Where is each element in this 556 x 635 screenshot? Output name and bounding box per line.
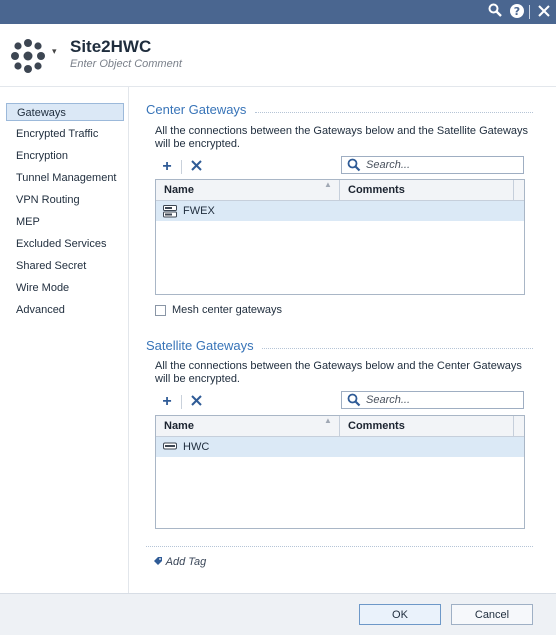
community-star-icon[interactable] (10, 38, 46, 74)
sidebar-item-wire-mode[interactable]: Wire Mode (16, 282, 70, 294)
close-icon[interactable] (535, 3, 553, 21)
sidebar-item-shared-secret[interactable]: Shared Secret (16, 260, 87, 272)
center-gateways-table (155, 179, 525, 295)
row-name-cell: HWC (183, 441, 210, 453)
section-divider (255, 112, 533, 113)
gateway-icon (163, 441, 177, 454)
search-icon (347, 158, 361, 175)
table-header (156, 180, 524, 201)
satellite-search-box[interactable] (341, 391, 524, 409)
satellite-search-input[interactable] (366, 392, 516, 408)
center-search-input[interactable] (366, 157, 516, 173)
gateway-cluster-icon (163, 205, 177, 221)
icon-menu-caret-icon[interactable]: ▾ (52, 46, 57, 56)
ok-button[interactable]: OK (359, 604, 441, 625)
column-header-comments[interactable]: Comments (340, 180, 514, 200)
svg-text:?: ? (513, 5, 521, 18)
object-header (0, 24, 556, 87)
dialog-footer (0, 593, 556, 635)
table-row[interactable] (156, 201, 524, 221)
search-icon[interactable] (486, 3, 504, 21)
tag-icon (153, 556, 166, 568)
sidebar-item-encrypted-traffic[interactable]: Encrypted Traffic (16, 128, 99, 140)
title-bar (0, 0, 556, 24)
center-gateways-description: All the connections between the Gateways below and the Satellite Gateways will be encrypted. (155, 125, 529, 150)
sidebar (0, 87, 129, 593)
center-gateways-title: Center Gateways (146, 102, 247, 117)
remove-center-gateway-button[interactable] (189, 160, 203, 174)
add-tag-link[interactable] (153, 556, 206, 568)
sidebar-item-vpn-routing[interactable]: VPN Routing (16, 194, 80, 206)
help-icon[interactable] (508, 3, 526, 21)
row-name-cell: FWEX (183, 205, 215, 217)
add-satellite-gateway-button[interactable]: + (162, 393, 172, 410)
satellite-gateways-description: All the connections between the Gateways below and the Center Gateways will be encrypted. (155, 360, 522, 385)
object-name[interactable]: Site2HWC (70, 37, 152, 56)
column-header-name[interactable]: Name (156, 416, 340, 436)
remove-satellite-gateway-button[interactable] (189, 395, 203, 409)
sidebar-item-mep[interactable]: MEP (16, 216, 40, 228)
search-icon (347, 393, 361, 410)
add-center-gateway-button[interactable]: + (162, 158, 172, 175)
table-row[interactable] (156, 437, 524, 457)
sidebar-item-gateways[interactable]: Gateways (6, 103, 124, 121)
section-divider (262, 348, 533, 349)
satellite-gateways-title: Satellite Gateways (146, 338, 254, 353)
sidebar-item-tunnel-management[interactable]: Tunnel Management (16, 172, 117, 184)
satellite-gateways-table (155, 415, 525, 529)
mesh-center-gateways-label: Mesh center gateways (172, 304, 283, 316)
sidebar-item-encryption[interactable]: Encryption (16, 150, 68, 162)
add-tag-label: Add Tag (165, 556, 207, 568)
sort-ascending-icon: ▲ (324, 180, 332, 189)
column-header-comments[interactable]: Comments (340, 416, 514, 436)
sidebar-item-advanced[interactable]: Advanced (16, 304, 65, 316)
titlebar-separator (529, 5, 530, 19)
toolbar-separator (181, 395, 182, 409)
cancel-button[interactable]: Cancel (451, 604, 533, 625)
center-search-box[interactable] (341, 156, 524, 174)
table-header (156, 416, 524, 437)
sidebar-item-excluded-services[interactable]: Excluded Services (16, 238, 107, 250)
toolbar-separator (181, 160, 182, 174)
column-header-name[interactable]: Name (156, 180, 340, 200)
object-comment-field[interactable]: Enter Object Comment (70, 58, 182, 70)
section-divider (146, 546, 533, 547)
main-panel (129, 87, 556, 593)
mesh-center-gateways-checkbox[interactable] (155, 305, 166, 316)
sort-ascending-icon: ▲ (324, 416, 332, 425)
